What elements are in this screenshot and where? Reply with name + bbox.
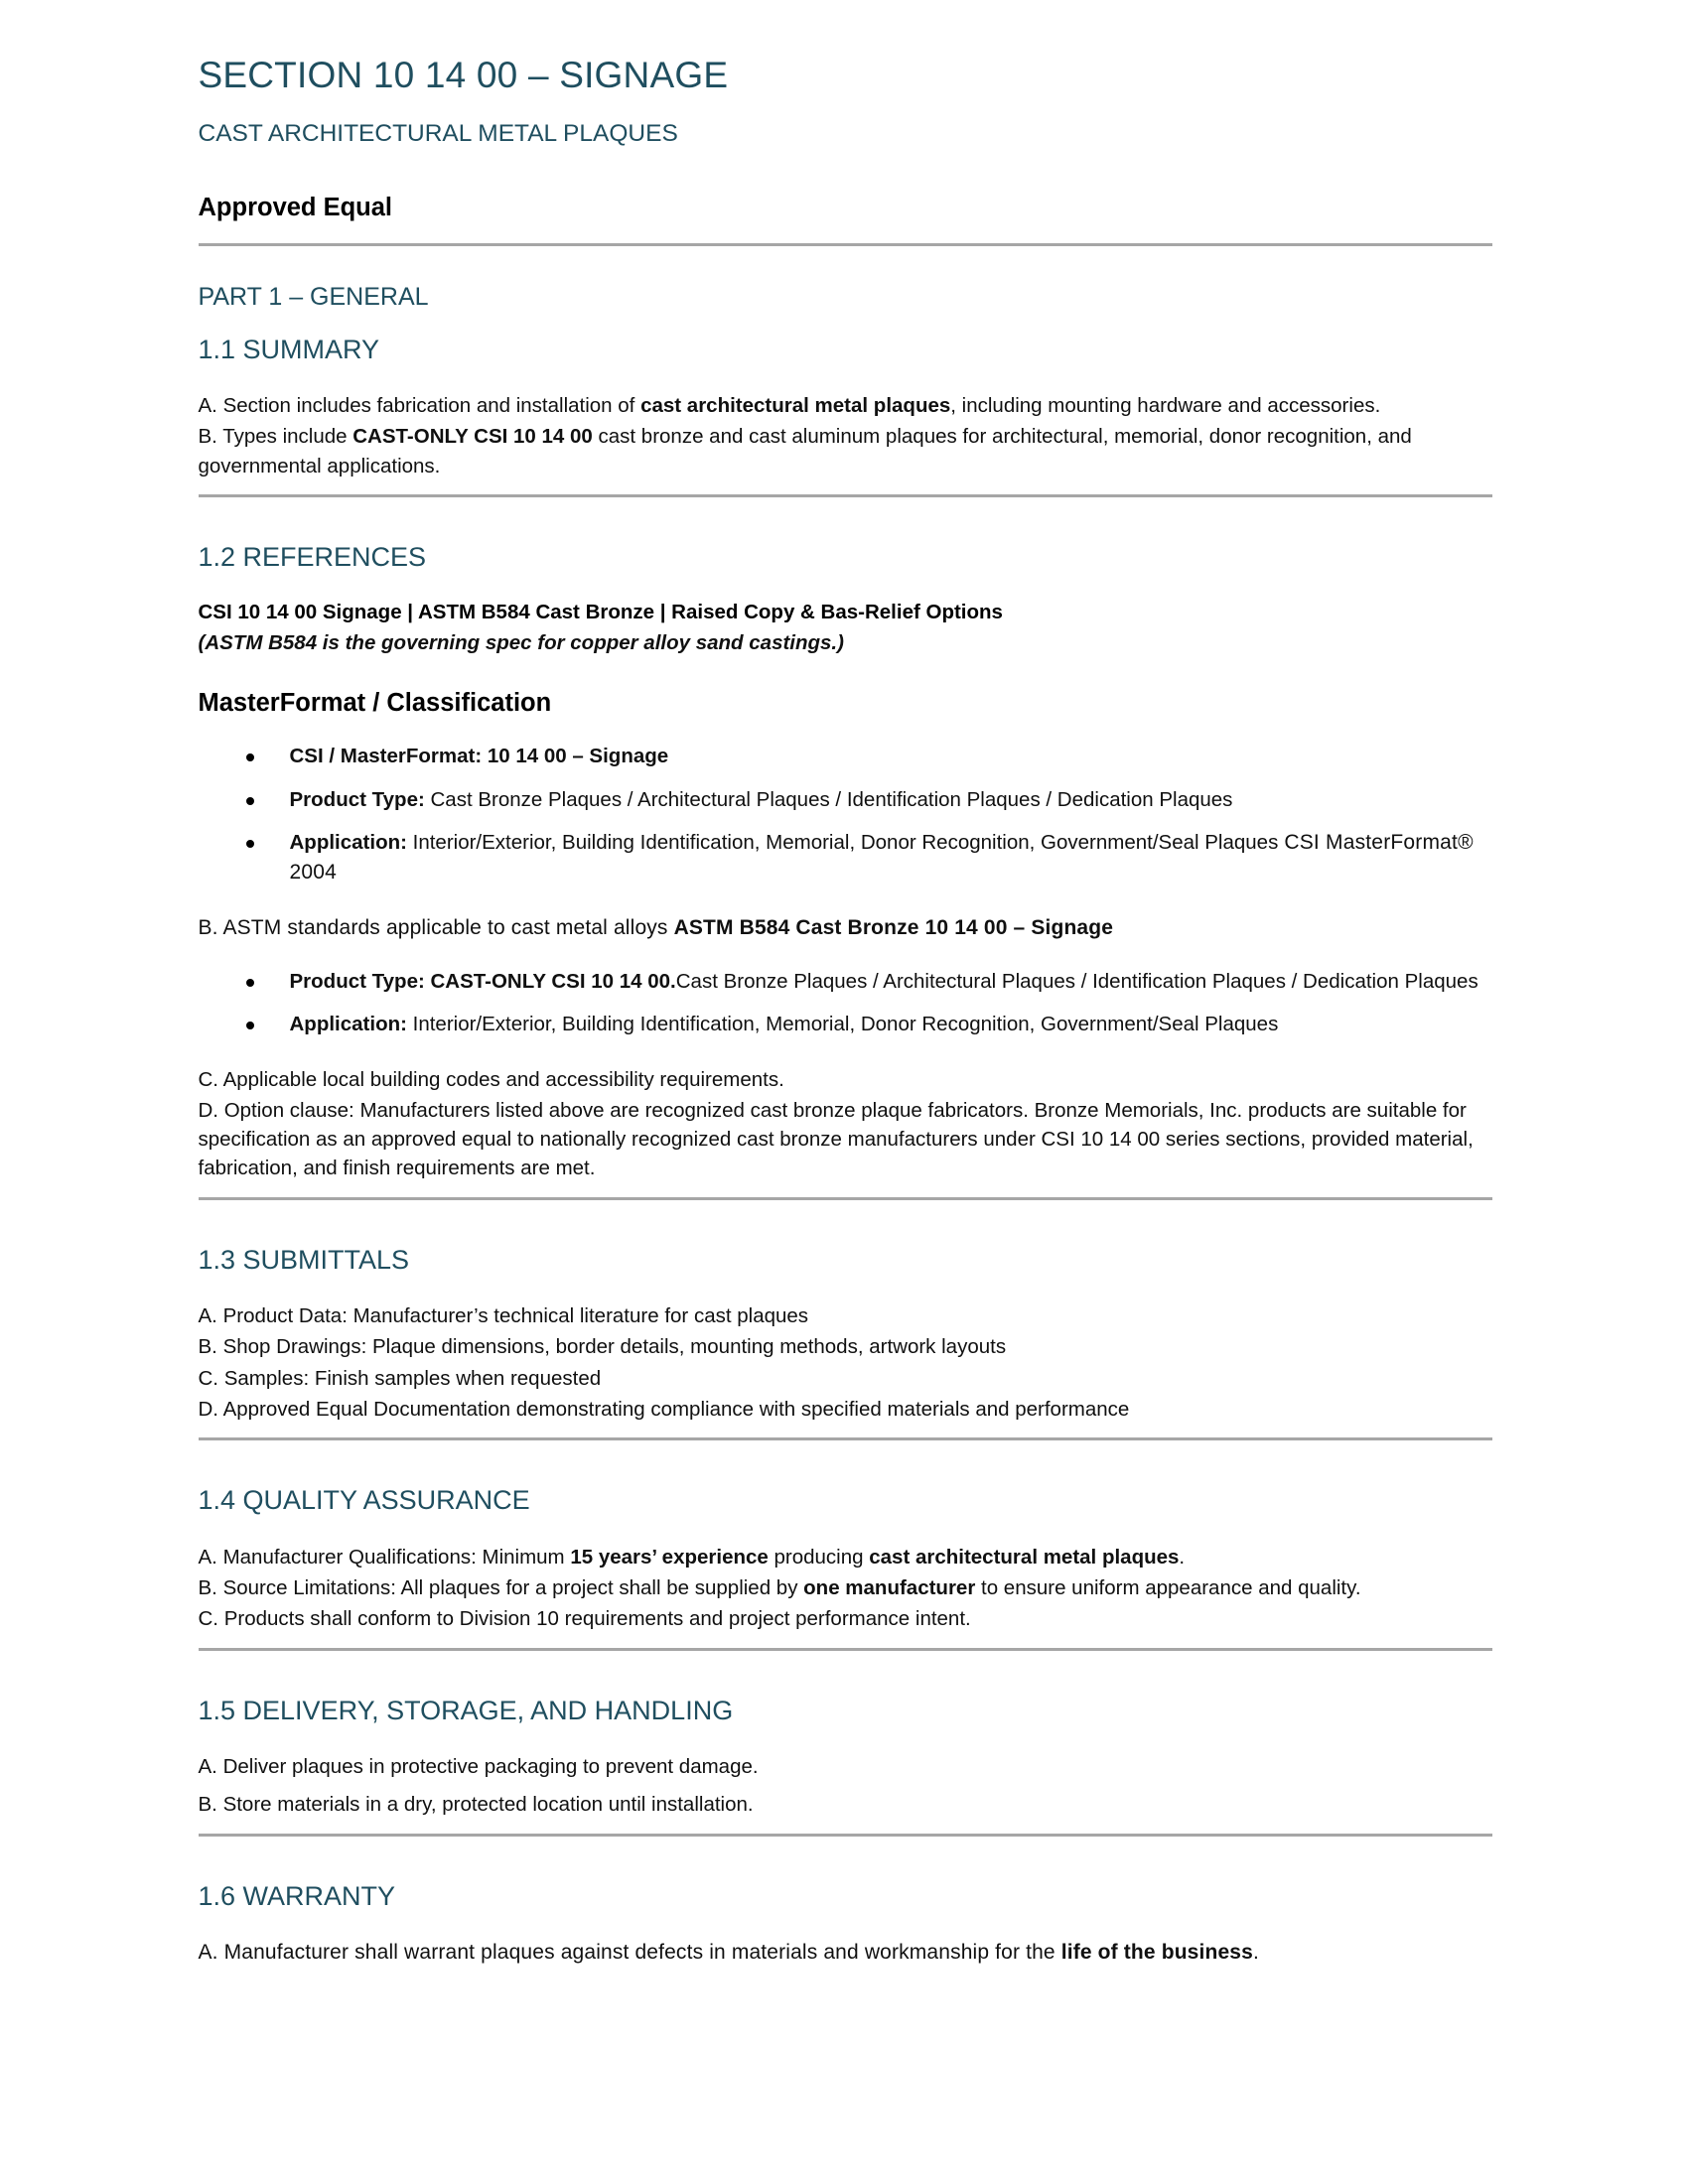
references-item-b-pre: B. ASTM standards applicable to cast metal alloys (198, 915, 674, 939)
summary-item-a (199, 391, 1492, 420)
section-heading-warranty: 1.6 WARRANTY (198, 1880, 396, 1911)
page-title: SECTION 10 14 00 – SIGNAGE (198, 55, 729, 95)
quality-item-b-bold: one manufacturer (803, 1576, 976, 1600)
page-subtitle: CAST ARCHITECTURAL METAL PLAQUES (198, 119, 678, 147)
bullet-text: Cast Bronze Plaques / Architectural Plaques / Identification Plaques / Dedication Plaques (424, 787, 1233, 811)
list-item (199, 1010, 1492, 1038)
list-item (199, 785, 1492, 814)
astm-bullet-list (199, 967, 1492, 1039)
masterformat-bullet-list (199, 742, 1492, 887)
quality-item-b-pre: B. Source Limitations: All plaques for a project shall be supplied by (198, 1576, 804, 1600)
submittals-item-d: D. Approved Equal Documentation demonstrating compliance with specified materials and performance (198, 1398, 1130, 1422)
section-divider (199, 1197, 1492, 1200)
bullet-label: Product Type: (289, 787, 425, 811)
warranty-item-a-pre: A. Manufacturer shall warrant plaques against defects in materials and workmanship for the (198, 1941, 1061, 1965)
bullet-label: Product Type: CAST-ONLY CSI 10 14 00. (289, 969, 676, 993)
quality-item-b-post: to ensure uniform appearance and quality. (975, 1576, 1361, 1600)
section-divider (199, 1834, 1492, 1837)
quality-item-a-mid: producing (768, 1545, 870, 1569)
references-item-b (199, 913, 1492, 943)
quality-item-a-bold1: 15 years’ experience (570, 1545, 769, 1569)
quality-item-b (199, 1573, 1492, 1602)
document-body (102, 55, 1587, 1968)
section-heading-summary: 1.1 SUMMARY (198, 334, 380, 364)
masterformat-heading: MasterFormat / Classification (198, 688, 552, 717)
delivery-item-b: B. Store materials in a dry, protected location until installation. (198, 1793, 754, 1817)
quality-item-c: C. Products shall conform to Division 10 requirements and project performance intent. (198, 1607, 971, 1631)
part-heading: PART 1 – GENERAL (198, 282, 429, 311)
submittals-item-b: B. Shop Drawings: Plaque dimensions, border details, mounting methods, artwork layouts (198, 1335, 1007, 1359)
references-item-b-bold: ASTM B584 Cast Bronze 10 14 00 – Signage (673, 915, 1114, 939)
section-divider (199, 494, 1492, 497)
summary-item-a-pre: A. Section includes fabrication and installation of (198, 393, 641, 417)
section-heading-submittals: 1.3 SUBMITTALS (198, 1244, 410, 1275)
submittals-item-a: A. Product Data: Manufacturer’s technical literature for cast plaques (198, 1304, 809, 1328)
summary-item-b-bold: CAST-ONLY CSI 10 14 00 (352, 425, 593, 449)
quality-item-a (199, 1543, 1492, 1571)
list-item (199, 742, 1492, 770)
bullet-text: Interior/Exterior, Building Identification, Memorial, Donor Recognition, Government/Seal Plaques (406, 1013, 1279, 1036)
section-heading-references: 1.2 REFERENCES (198, 541, 427, 572)
bullet-label: CSI / MasterFormat: 10 14 00 – Signage (289, 745, 669, 768)
summary-item-a-post: , including mounting hardware and accessories. (950, 393, 1381, 417)
approved-equal-heading: Approved Equal (198, 193, 393, 221)
quality-item-a-pre: A. Manufacturer Qualifications: Minimum (198, 1545, 571, 1569)
summary-item-b-post: cast bronze and cast aluminum plaques for architectural, memorial, donor recognition, and governmental applications. (198, 425, 1412, 478)
section-divider (199, 243, 1492, 246)
section-heading-delivery: 1.5 DELIVERY, STORAGE, AND HANDLING (198, 1695, 734, 1725)
quality-item-a-post: . (1179, 1545, 1186, 1569)
references-note: (ASTM B584 is the governing spec for copper alloy sand castings.) (198, 630, 844, 654)
bullet-label: Application: (289, 830, 407, 854)
references-item-d: D. Option clause: Manufacturers listed above are recognized cast bronze plaque fabricators. Bronze Memorials, Inc. products are suitable for specification as an approved equal to nationally recognized cast bronze manufacturers under CSI 10 14 00 series sections, provided material, fabrication, and finish requirements are met. (198, 1098, 1474, 1180)
list-item (199, 828, 1492, 887)
section-divider (199, 1648, 1492, 1651)
section-divider (199, 1437, 1492, 1440)
section-heading-quality-assurance: 1.4 QUALITY ASSURANCE (198, 1485, 530, 1516)
summary-item-b (199, 422, 1492, 480)
summary-item-b-pre: B. Types include (198, 425, 353, 449)
delivery-item-a: A. Deliver plaques in protective packaging to prevent damage. (198, 1755, 759, 1779)
warranty-item-a-post: . (1252, 1941, 1259, 1965)
list-item (199, 967, 1492, 996)
submittals-item-c: C. Samples: Finish samples when requested (198, 1366, 602, 1390)
warranty-item-a-bold: life of the business (1060, 1941, 1253, 1965)
bullet-trailing-text: CSI MasterFormat® 2004 (289, 830, 1474, 884)
bullet-text: Cast Bronze Plaques / Architectural Plaques / Identification Plaques / Dedication Plaques (675, 969, 1478, 993)
bullet-text: Interior/Exterior, Building Identification, Memorial, Donor Recognition, Government/Seal Plaques (406, 830, 1279, 854)
quality-item-a-bold2: cast architectural metal plaques (869, 1545, 1180, 1569)
references-item-c: C. Applicable local building codes and accessibility requirements. (198, 1067, 784, 1091)
references-standards-line: CSI 10 14 00 Signage | ASTM B584 Cast Bronze | Raised Copy & Bas-Relief Options (198, 601, 1003, 624)
summary-item-a-bold: cast architectural metal plaques (640, 393, 951, 417)
warranty-item-a (199, 1938, 1492, 1968)
bullet-label: Application: (289, 1013, 407, 1036)
